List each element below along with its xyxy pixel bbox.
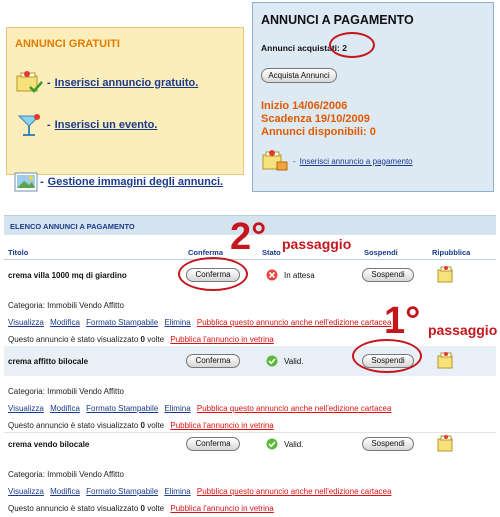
ad-category: Categoria: Immobili Vendo Affitto (8, 387, 124, 396)
print-format-link[interactable]: Formato Stampabile (86, 487, 159, 496)
ad-actions (8, 487, 391, 496)
pending-x-icon (266, 269, 278, 281)
views-prefix: Questo annuncio è stato visualizzato (8, 504, 139, 513)
ad-category: Categoria: Immobili Vendo Affitto (8, 301, 124, 310)
ad-actions (8, 318, 391, 327)
insert-free-ad-row (15, 70, 198, 96)
insert-event-link[interactable]: Inserisci un evento. (54, 119, 158, 131)
paid-ad-icon (261, 149, 289, 173)
delete-link[interactable]: Elimina (164, 404, 191, 413)
republish-icon[interactable] (436, 435, 456, 453)
ad-category: Categoria: Immobili Vendo Affitto (8, 470, 124, 479)
buy-ads-button[interactable]: Acquista Annunci (261, 68, 337, 83)
insert-free-ad-link[interactable]: Inserisci annuncio gratuito. (54, 77, 199, 89)
delete-link[interactable]: Elimina (164, 487, 191, 496)
suspend-button[interactable]: Sospendi (362, 437, 414, 451)
suspend-button[interactable]: Sospendi (362, 354, 414, 368)
manage-images-link[interactable]: Gestione immagini degli annunci. (47, 176, 224, 188)
ad-title: crema villa 1000 mq di giardino (8, 271, 127, 280)
views-suffix: volte (147, 421, 165, 430)
paid-ads-title: ANNUNCI A PAGAMENTO (261, 13, 414, 27)
list-header: ELENCO ANNUNCI A PAGAMENTO (4, 215, 496, 235)
cocktail-icon (15, 112, 47, 138)
views-prefix: Questo annuncio è stato visualizzato (8, 421, 139, 430)
suspend-button[interactable]: Sospendi (362, 268, 414, 282)
views-prefix: Questo annuncio è stato visualizzato (8, 335, 139, 344)
edit-link[interactable]: Modifica (50, 318, 80, 327)
step2-number: 2° (230, 216, 267, 258)
column-republish: Ripubblica (432, 248, 471, 257)
paid-ads-panel (252, 2, 494, 192)
views-suffix: volte (147, 335, 165, 344)
gallery-row (14, 170, 223, 194)
views-suffix: volte (147, 504, 165, 513)
valid-check-icon (266, 438, 278, 450)
confirm-button[interactable]: Conferma (186, 354, 240, 368)
view-link[interactable]: Visualizza (8, 404, 44, 413)
column-status: Stato (262, 248, 281, 257)
status-label: In attesa (284, 271, 315, 280)
view-count-text (8, 504, 274, 513)
dash-separator: - (40, 176, 44, 188)
column-suspend: Sospendi (364, 248, 398, 257)
paid-ads-list (4, 215, 496, 513)
available-ads: Annunci disponibili: 0 (261, 126, 376, 138)
publish-showcase-link[interactable]: Pubblica l'annuncio in vetrina (170, 335, 274, 344)
publish-showcase-link[interactable]: Pubblica l'annuncio in vetrina (170, 504, 274, 513)
free-ads-title: ANNUNCI GRATUITI (15, 38, 120, 50)
status-label: Valid. (284, 357, 304, 366)
start-date: Inizio 14/06/2006 (261, 100, 348, 112)
purchased-ads-count: Annunci acquistati: 2 (261, 43, 347, 53)
table-row (4, 346, 496, 434)
ad-title: crema affitto bilocale (8, 357, 89, 366)
views-count: 0 (140, 421, 145, 430)
publish-showcase-link[interactable]: Pubblica l'annuncio in vetrina (170, 421, 274, 430)
free-ad-icon (15, 70, 47, 96)
step1-number: 1° (384, 300, 421, 342)
republish-icon[interactable] (436, 266, 456, 284)
republish-icon[interactable] (436, 352, 456, 370)
dash-separator: - (47, 119, 51, 131)
status-label: Valid. (284, 440, 304, 449)
expiry-date: Scadenza 19/10/2009 (261, 113, 370, 125)
table-row (4, 260, 496, 348)
view-count-text (8, 335, 274, 344)
confirm-button[interactable]: Conferma (186, 268, 240, 282)
free-ads-panel (6, 27, 244, 175)
dash-separator: - (293, 156, 296, 166)
print-format-link[interactable]: Formato Stampabile (86, 404, 159, 413)
insert-paid-ad-link[interactable]: Inserisci annuncio a pagamento (299, 156, 413, 166)
image-gallery-icon (14, 170, 40, 194)
view-link[interactable]: Visualizza (8, 318, 44, 327)
highlight-purchased-ellipse (329, 32, 375, 58)
views-count: 0 (140, 335, 145, 344)
publish-print-edition-link[interactable]: Pubblica questo annuncio anche nell'edizione cartacea (196, 318, 392, 327)
views-count: 0 (140, 504, 145, 513)
publish-print-edition-link[interactable]: Pubblica questo annuncio anche nell'edizione cartacea (196, 487, 392, 496)
table-row (4, 429, 496, 517)
dash-separator: - (47, 77, 51, 89)
step1-word: passaggio (428, 322, 498, 338)
confirm-button[interactable]: Conferma (186, 437, 240, 451)
delete-link[interactable]: Elimina (164, 318, 191, 327)
ad-title: crema vendo bilocale (8, 440, 90, 449)
column-confirm: Conferma (188, 248, 224, 257)
highlight-confirm-ellipse (178, 257, 248, 291)
publish-print-edition-link[interactable]: Pubblica questo annuncio anche nell'edizione cartacea (196, 404, 392, 413)
ad-actions (8, 404, 391, 413)
valid-check-icon (266, 355, 278, 367)
edit-link[interactable]: Modifica (50, 487, 80, 496)
step2-word: passaggio (282, 236, 352, 252)
insert-event-row (15, 112, 157, 138)
edit-link[interactable]: Modifica (50, 404, 80, 413)
insert-paid-ad-row (261, 149, 413, 173)
print-format-link[interactable]: Formato Stampabile (86, 318, 159, 327)
view-link[interactable]: Visualizza (8, 487, 44, 496)
highlight-suspend-ellipse (352, 339, 422, 373)
column-title: Titolo (8, 248, 29, 257)
